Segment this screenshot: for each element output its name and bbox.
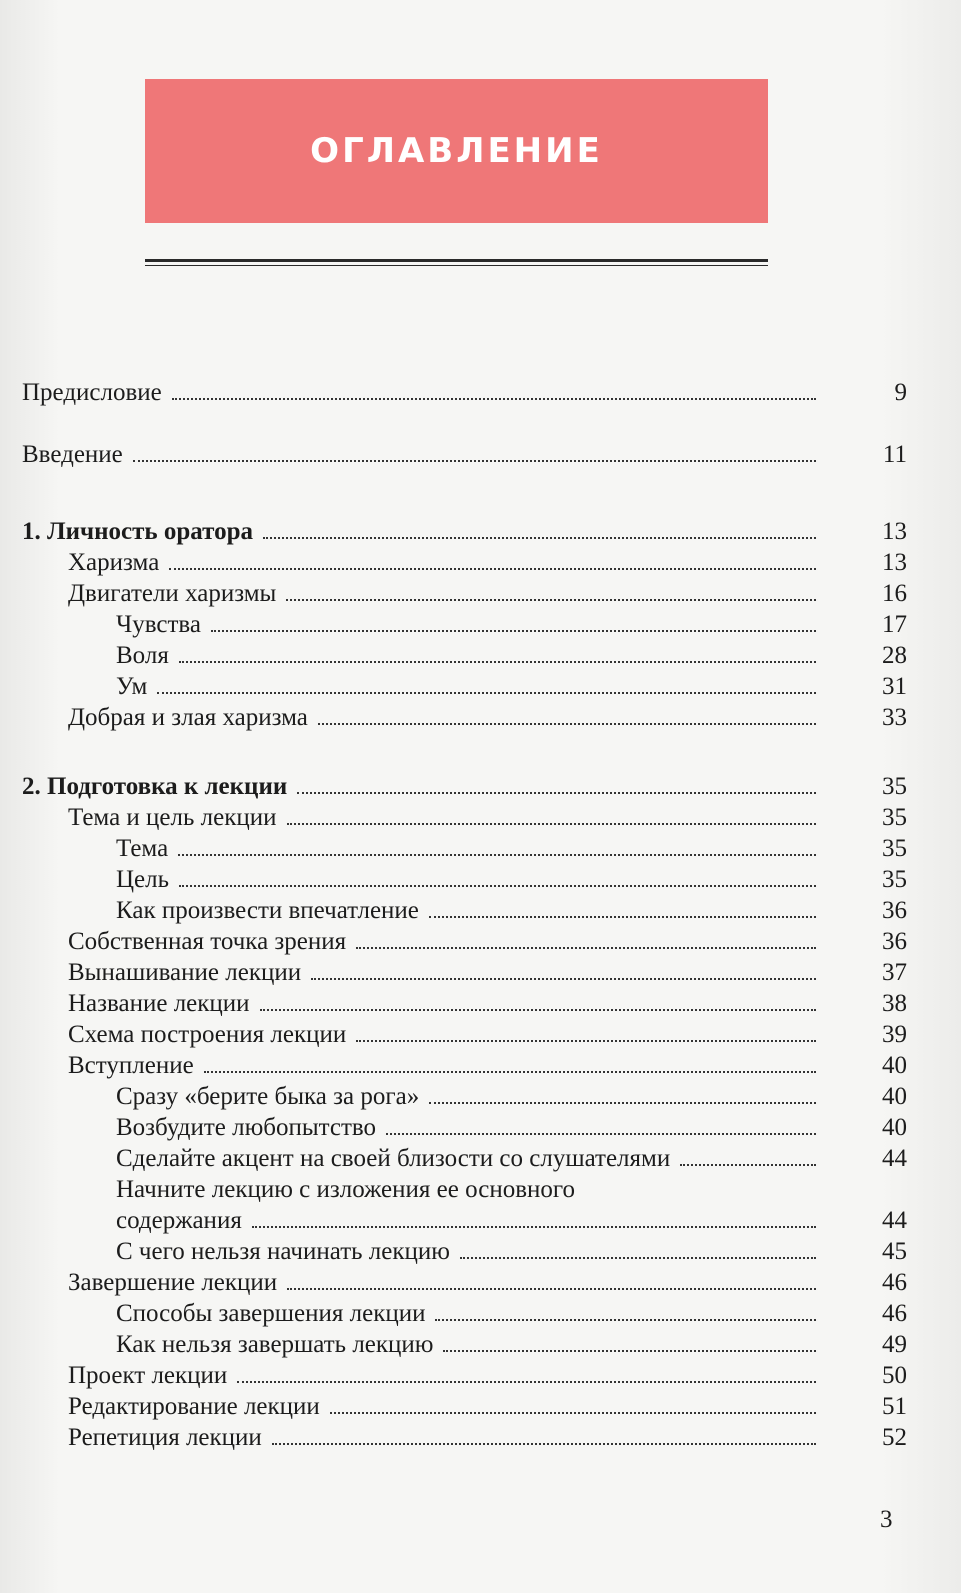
toc-section[interactable] (68, 989, 907, 1019)
toc-entry[interactable] (22, 440, 907, 470)
toc-entry-page: 40 (882, 1083, 907, 1110)
toc-section[interactable] (68, 1361, 907, 1391)
toc-entry-page: 33 (882, 704, 907, 731)
toc-entry-page: 51 (882, 1393, 907, 1420)
toc-entry-page: 52 (882, 1424, 907, 1451)
header-rule-thin (145, 265, 768, 266)
toc-section[interactable] (68, 1051, 907, 1081)
toc-leader-dots (211, 630, 816, 632)
toc-leader-dots (157, 692, 816, 694)
toc-section[interactable] (68, 927, 907, 957)
toc-subsection[interactable] (116, 896, 907, 926)
toc-entry-page: 46 (882, 1269, 907, 1296)
toc-entry-page: 35 (882, 866, 907, 893)
toc-entry-page: 38 (882, 990, 907, 1017)
toc-entry-title: Сразу «берите быка за рога» (116, 1083, 420, 1110)
toc-section[interactable] (68, 703, 907, 733)
toc-subsection[interactable] (116, 1144, 907, 1174)
header-rule-thick (145, 259, 768, 262)
toc-leader-dots (178, 854, 816, 856)
toc-entry-page: 28 (882, 642, 907, 669)
toc-entry-title: Введение (22, 441, 123, 468)
toc-entry-page: 11 (882, 441, 907, 468)
toc-section[interactable] (68, 579, 907, 609)
toc-subsection[interactable] (116, 1206, 907, 1236)
toc-entry-page: 49 (882, 1331, 907, 1358)
toc-leader-dots (356, 1040, 816, 1042)
toc-leader-dots (179, 885, 816, 887)
toc-entry-title: Добрая и злая харизма (68, 704, 308, 731)
toc-entry-title: Предисловие (22, 379, 162, 406)
toc-chapter[interactable] (22, 772, 907, 802)
toc-leader-dots (429, 1102, 816, 1104)
toc-section[interactable] (68, 958, 907, 988)
toc-leader-dots (297, 792, 816, 794)
toc-leader-dots (680, 1164, 816, 1166)
toc-leader-dots (237, 1381, 816, 1383)
toc-leader-dots (429, 916, 816, 918)
toc-entry-page: 13 (882, 549, 907, 576)
toc-leader-dots (318, 723, 816, 725)
toc-entry-title: Двигатели харизмы (68, 580, 277, 607)
toc-leader-dots (263, 537, 816, 539)
toc-chapter-title: 2. Подготовка к лекции (22, 773, 288, 800)
toc-chapter[interactable] (22, 517, 907, 547)
toc-entry-page: 46 (882, 1300, 907, 1327)
toc-section[interactable] (68, 1392, 907, 1422)
toc-subsection[interactable] (116, 1299, 907, 1329)
toc-entry-page: 13 (882, 518, 907, 545)
toc-subsection[interactable] (116, 1082, 907, 1112)
toc-entry-title: Редактирование лекции (68, 1393, 320, 1420)
toc-leader-dots (460, 1257, 816, 1259)
toc-leader-dots (169, 568, 816, 570)
toc-entry-page: 50 (882, 1362, 907, 1389)
toc-entry-title: Завершение лекции (68, 1269, 278, 1296)
toc-entry-title: Проект лекции (68, 1362, 228, 1389)
toc-subsection[interactable] (116, 1113, 907, 1143)
toc-entry-title: Вынашивание лекции (68, 959, 302, 986)
toc-entry-title: Вступление (68, 1052, 194, 1079)
toc-entry-title: Репетиция лекции (68, 1424, 262, 1451)
toc-subsection[interactable] (116, 641, 907, 671)
toc-entry-page: 39 (882, 1021, 907, 1048)
toc-leader-dots (172, 398, 816, 400)
toc-leader-dots (133, 460, 816, 462)
toc-entry-title: Харизма (68, 549, 160, 576)
toc-chapter-title: 1. Личность оратора (22, 518, 253, 545)
toc-entry-title: Воля (116, 642, 169, 669)
toc-entry-page: 40 (882, 1052, 907, 1079)
toc-section[interactable] (68, 548, 907, 578)
toc-leader-dots (272, 1443, 816, 1445)
toc-entry-page: 45 (882, 1238, 907, 1265)
toc-leader-dots (260, 1009, 816, 1011)
toc-subsection[interactable] (116, 610, 907, 640)
toc-entry-title: Тема и цель лекции (68, 804, 277, 831)
toc-header-banner (145, 79, 768, 223)
toc-leader-dots (356, 947, 816, 949)
toc-entry-page: 44 (882, 1207, 907, 1234)
toc-entry-page: 9 (894, 379, 907, 406)
toc-entry[interactable] (22, 378, 907, 408)
toc-leader-dots (443, 1350, 816, 1352)
toc-entry-title: содержания (116, 1207, 242, 1234)
toc-entry-page: 37 (882, 959, 907, 986)
toc-entry-title: С чего нельзя начинать лекцию (116, 1238, 450, 1265)
toc-section[interactable] (68, 803, 907, 833)
toc-subsection[interactable] (116, 1330, 907, 1360)
toc-heading: ОГЛАВЛЕНИЕ (310, 131, 603, 171)
toc-entry-page: 31 (882, 673, 907, 700)
toc-leader-dots (287, 1288, 816, 1290)
toc-entry-page: 40 (882, 1114, 907, 1141)
toc-leader-dots (311, 978, 816, 980)
toc-leader-dots (204, 1071, 816, 1073)
toc-section[interactable] (68, 1423, 907, 1453)
toc-entry-title: Сделайте акцент на своей близости со слушателями (116, 1145, 671, 1172)
toc-leader-dots (286, 599, 816, 601)
page-number: 3 (880, 1506, 893, 1533)
toc-entry-page: 17 (882, 611, 907, 638)
toc-entry-page: 36 (882, 897, 907, 924)
toc-entry-title: Как произвести впечатление (116, 897, 419, 924)
toc-entry-title: Собственная точка зрения (68, 928, 347, 955)
toc-entry-title: Ум (116, 673, 148, 700)
toc-entry-title: Тема (116, 835, 169, 862)
toc-entry-title: Название лекции (68, 990, 250, 1017)
toc-entry-title: Как нельзя завершать лекцию (116, 1331, 434, 1358)
toc-entry-page: 44 (882, 1145, 907, 1172)
toc-subsection[interactable] (116, 834, 907, 864)
toc-section[interactable] (68, 1268, 907, 1298)
toc-leader-dots (179, 661, 816, 663)
toc-entry-page: 36 (882, 928, 907, 955)
toc-entry-page: 35 (882, 773, 907, 800)
toc-entry-title-line1[interactable]: Начните лекцию с изложения ее основного (116, 1176, 576, 1203)
toc-entry-title: Цель (116, 866, 170, 893)
toc-leader-dots (386, 1133, 816, 1135)
toc-entry-title: Схема построения лекции (68, 1021, 347, 1048)
toc-entry-page: 35 (882, 804, 907, 831)
toc-subsection[interactable] (116, 672, 907, 702)
toc-leader-dots (252, 1226, 816, 1228)
toc-entry-page: 16 (882, 580, 907, 607)
toc-entry-page: 35 (882, 835, 907, 862)
toc-section[interactable] (68, 1020, 907, 1050)
toc-entry-title: Чувства (116, 611, 201, 638)
toc-leader-dots (435, 1319, 816, 1321)
toc-entry-title: Способы завершения лекции (116, 1300, 426, 1327)
toc-leader-dots (287, 823, 817, 825)
toc-subsection[interactable] (116, 1237, 907, 1267)
toc-entry-title: Возбудите любопытство (116, 1114, 377, 1141)
toc-leader-dots (330, 1412, 816, 1414)
toc-subsection[interactable] (116, 865, 907, 895)
